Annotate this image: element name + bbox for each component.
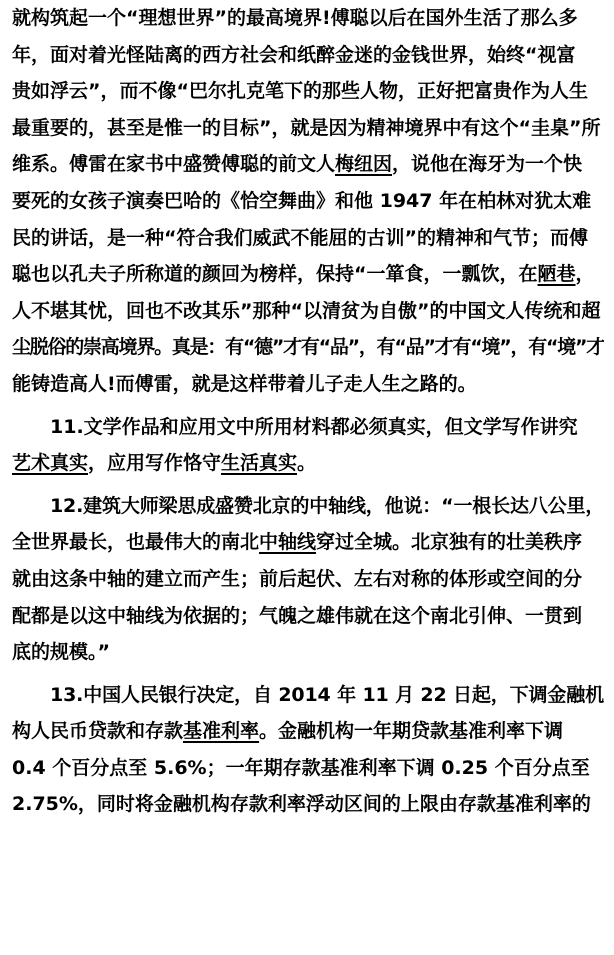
text-line	[12, 293, 604, 330]
text-segment: 人不堪其忧，回也不改其乐”那种“以清贫为自傲”的中国文人传统和超	[12, 299, 601, 322]
text-segment: 要死的女孩子演奏巴哈的《恰空舞曲》和他 1947 年在柏林对犹太难	[12, 189, 592, 212]
text-segment: 构人民币贷款和存款	[12, 720, 184, 743]
text-line	[12, 220, 604, 257]
text-line	[12, 0, 604, 37]
paragraph-item-12	[12, 488, 604, 671]
text-line	[12, 786, 604, 823]
text-line	[12, 561, 604, 598]
text-line	[12, 409, 604, 446]
text-segment: 穿过全城。北京独有的壮美秩序	[316, 531, 583, 554]
underlined-term: 中轴线	[259, 531, 317, 554]
text-segment: 13.中国人民银行决定，自 2014 年 11 月 22 日起，下调金融机	[50, 683, 604, 706]
paragraph-item-13	[12, 677, 604, 823]
underlined-term: 梅纽因	[335, 153, 393, 176]
paragraph-item-11	[12, 409, 604, 482]
text-line	[12, 750, 604, 787]
text-line	[12, 488, 604, 525]
underlined-term: 生活真实	[221, 452, 298, 475]
text-segment: 就构筑起一个“理想世界”的最高境界!傅聪以后在国外生活了那么多	[12, 7, 578, 29]
text-segment: 配都是以这中轴线为依据的；气魄之雄伟就在这个南北引伸、一贯到	[12, 604, 583, 627]
text-segment: 能铸造高人!而傅雷，就是这样带着儿子走人生之路的。	[12, 372, 477, 395]
text-segment: 底的规模。”	[12, 641, 110, 664]
text-segment: 尘脱俗的崇高境界。真是：有“德”才有“品”，有“品”才有“境”，有“境”才	[12, 336, 604, 359]
text-segment: 民的讲话，是一种“符合我们威武不能屈的古训”的精神和气节；而傅	[12, 226, 588, 249]
text-segment: 。	[297, 452, 317, 475]
text-line	[12, 37, 604, 74]
text-line	[12, 713, 604, 750]
text-segment: 维系。傅雷在家书中盛赞傅聪的前文人	[12, 153, 336, 176]
underlined-term: 基准利率	[183, 720, 260, 743]
text-segment: ，说他在海牙为一个快	[392, 153, 583, 176]
underlined-term: 陋巷	[537, 263, 576, 286]
text-segment: 年，面对着光怪陆离的西方社会和纸醉金迷的金钱世界，始终“视富	[12, 43, 576, 66]
paragraph-fu-lei	[12, 0, 604, 403]
text-segment: 贵如浮云”，而不像“巴尔扎克笔下的那些人物，正好把富贵作为人生	[12, 80, 588, 103]
text-line	[12, 634, 604, 671]
text-segment: ，	[575, 263, 595, 286]
text-segment: ，应用写作恪守	[88, 452, 222, 475]
text-line	[12, 110, 604, 147]
text-line	[12, 445, 604, 482]
text-segment: 聪也以孔夫子所称道的颜回为榜样，保持“一箪食，一瓢饮，在	[12, 263, 538, 286]
text-line	[12, 366, 604, 403]
text-line	[12, 677, 604, 714]
text-line	[12, 73, 604, 110]
text-line	[12, 183, 604, 220]
text-segment: 2.75%，同时将金融机构存款利率浮动区间的上限由存款基准利率的	[12, 793, 591, 816]
text-segment: 0.4 个百分点至 5.6%；一年期存款基准利率下调 0.25 个百分点至	[12, 756, 590, 779]
text-segment: 最重要的，甚至是惟一的目标”，就是因为精神境界中有这个“圭臬”所	[12, 116, 601, 139]
underlined-term: 艺术真实	[12, 452, 89, 475]
text-line	[12, 256, 604, 293]
text-segment: 。金融机构一年期贷款基准利率下调	[259, 720, 564, 743]
text-line	[12, 329, 604, 366]
text-line	[12, 598, 604, 635]
text-line	[12, 524, 604, 561]
text-line	[12, 146, 604, 183]
text-segment: 就由这条中轴的建立而产生；前后起伏、左右对称的体形或空间的分	[12, 567, 583, 590]
text-segment: 11.文学作品和应用文中所用材料都必须真实，但文学写作讲究	[50, 415, 578, 438]
text-segment: 全世界最长，也最伟大的南北	[12, 531, 260, 554]
text-segment: 12.建筑大师梁思成盛赞北京的中轴线，他说：“一根长达八公里，	[50, 494, 604, 517]
